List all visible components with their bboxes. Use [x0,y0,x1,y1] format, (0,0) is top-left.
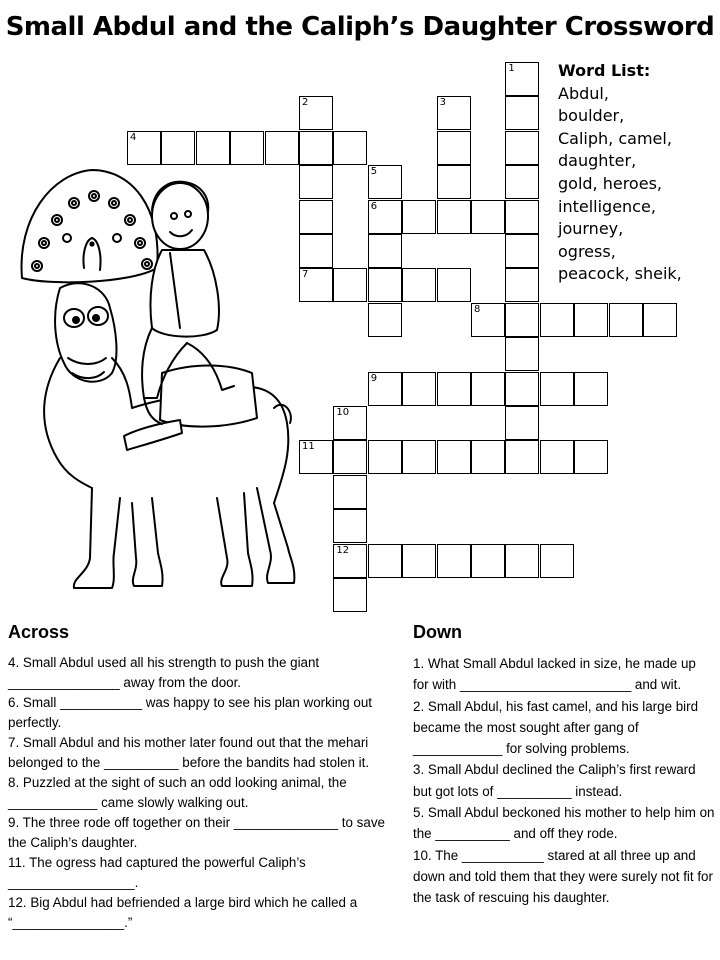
grid-cell[interactable] [437,544,471,578]
clue-number: 8 [474,303,481,315]
grid-cell[interactable] [505,165,539,199]
grid-cell[interactable] [402,372,436,406]
word-list-line: Caliph, camel, [558,128,672,148]
across-clue: 9. The three rode off together on their ______________ to save the Caliph’s daughter. [8,815,385,850]
grid-cell[interactable] [402,268,436,302]
grid-cell[interactable] [437,200,471,234]
grid-cell[interactable] [540,372,574,406]
word-list-line: intelligence, [558,196,656,216]
grid-cell[interactable] [437,165,471,199]
grid-cell[interactable] [505,234,539,268]
clue-number: 12 [336,544,350,556]
grid-cell[interactable] [333,475,367,509]
grid-cell[interactable] [299,268,333,302]
grid-cell[interactable] [368,440,402,474]
word-list-line: peacock, sheik, [558,264,682,284]
grid-cell[interactable] [299,200,333,234]
across-clues [8,622,400,933]
grid-cell[interactable] [540,544,574,578]
word-list-line: boulder, [558,106,625,126]
grid-cell[interactable] [333,131,367,165]
clue-number: 3 [439,97,446,109]
across-clue: 8. Puzzled at the sight of such an odd looking animal, the ____________ came slowly walking out. [8,775,347,810]
grid-cell[interactable] [471,200,505,234]
grid-cell[interactable] [299,165,333,199]
grid-cell[interactable] [333,578,367,612]
grid-cell[interactable] [505,200,539,234]
word-list-line: ogress, [558,241,616,261]
word-list-line: Abdul, [558,83,609,103]
grid-cell[interactable] [574,303,608,337]
grid-cell[interactable] [333,406,367,440]
grid-cell[interactable] [368,372,402,406]
grid-cell[interactable] [505,337,539,371]
grid-cell[interactable] [333,440,367,474]
grid-cell[interactable] [505,62,539,96]
across-clue: 6. Small ___________ was happy to see his plan working out perfectly. [8,695,373,730]
grid-cell[interactable] [471,544,505,578]
clue-number: 11 [302,441,315,453]
page-title: Small Abdul and the Caliph’s Daughter Crossword [5,12,715,42]
grid-cell[interactable] [505,406,539,440]
grid-cell[interactable] [505,131,539,165]
grid-cell[interactable] [505,544,539,578]
across-clue: 11. The ogress had captured the powerful Caliph’s _________________. [8,855,306,890]
grid-cell[interactable] [437,131,471,165]
grid-cell[interactable] [437,268,471,302]
grid-cell[interactable] [333,509,367,543]
grid-cell[interactable] [574,372,608,406]
across-clue: 7. Small Abdul and his mother later found out that the mehari belonged to the __________ before the bandits had stolen it. [8,735,370,770]
clue-number: 10 [336,407,350,418]
grid-cell[interactable] [368,544,402,578]
down-heading: Down [413,622,462,642]
grid-cell[interactable] [437,372,471,406]
clue-number: 2 [302,97,309,109]
grid-cell[interactable] [368,165,402,199]
grid-cell[interactable] [471,303,505,337]
word-list [558,60,718,286]
down-clue: 2. Small Abdul, his fast camel, and his large bird became the most sought after gang of ____________ for solving problems. [413,698,699,757]
grid-cell[interactable] [299,234,333,268]
across-clue: 12. Big Abdul had befriended a large bird which he called a “_______________.” [8,895,358,930]
down-clue: 10. The ___________ stared at all three up and down and told them that they were surely not fit for the task of rescuing his daughter. [413,847,713,906]
word-list-line: daughter, [558,151,637,171]
down-clues [413,622,715,909]
across-clue: 4. Small Abdul used all his strength to push the giant _______________ away from the door. [8,655,320,690]
grid-cell[interactable] [402,200,436,234]
clue-number: 9 [370,372,378,384]
grid-cell[interactable] [505,303,539,337]
grid-cell[interactable] [368,268,402,302]
grid-cell[interactable] [299,131,333,165]
down-clue: 3. Small Abdul declined the Caliph’s first reward but got lots of __________ instead. [413,762,696,799]
clue-number: 7 [302,269,309,281]
clue-number: 1 [508,63,515,74]
clue-number: 4 [130,131,137,143]
grid-cell[interactable] [333,268,367,302]
across-heading: Across [8,622,70,642]
clue-number: 5 [370,166,378,178]
grid-cell[interactable] [471,440,505,474]
grid-cell[interactable] [333,544,367,578]
grid-cell[interactable] [402,544,436,578]
grid-cell[interactable] [505,96,539,130]
grid-cell[interactable] [368,234,402,268]
grid-cell[interactable] [643,303,677,337]
abdul-camel-peacock-illustration [12,158,297,603]
grid-cell[interactable] [505,372,539,406]
grid-cell[interactable] [471,372,505,406]
grid-cell[interactable] [505,268,539,302]
grid-cell[interactable] [505,440,539,474]
word-list-line: journey, [558,219,624,239]
grid-cell[interactable] [437,440,471,474]
down-clue: 1. What Small Abdul lacked in size, he made up for with _______________________ and wit. [413,656,696,693]
down-clue: 5. Small Abdul beckoned his mother to help him on the __________ and off they rode. [413,805,715,842]
word-list-line: gold, heroes, [558,173,662,193]
grid-cell[interactable] [437,96,471,130]
grid-cell[interactable] [609,303,643,337]
grid-cell[interactable] [540,303,574,337]
grid-cell[interactable] [574,440,608,474]
grid-cell[interactable] [299,96,333,130]
grid-cell[interactable] [402,440,436,474]
grid-cell[interactable] [540,440,574,474]
clue-number: 6 [370,200,378,212]
word-list-title: Word List: [558,61,651,80]
grid-cell[interactable] [368,303,402,337]
grid-cell[interactable] [299,440,333,474]
grid-cell[interactable] [368,200,402,234]
